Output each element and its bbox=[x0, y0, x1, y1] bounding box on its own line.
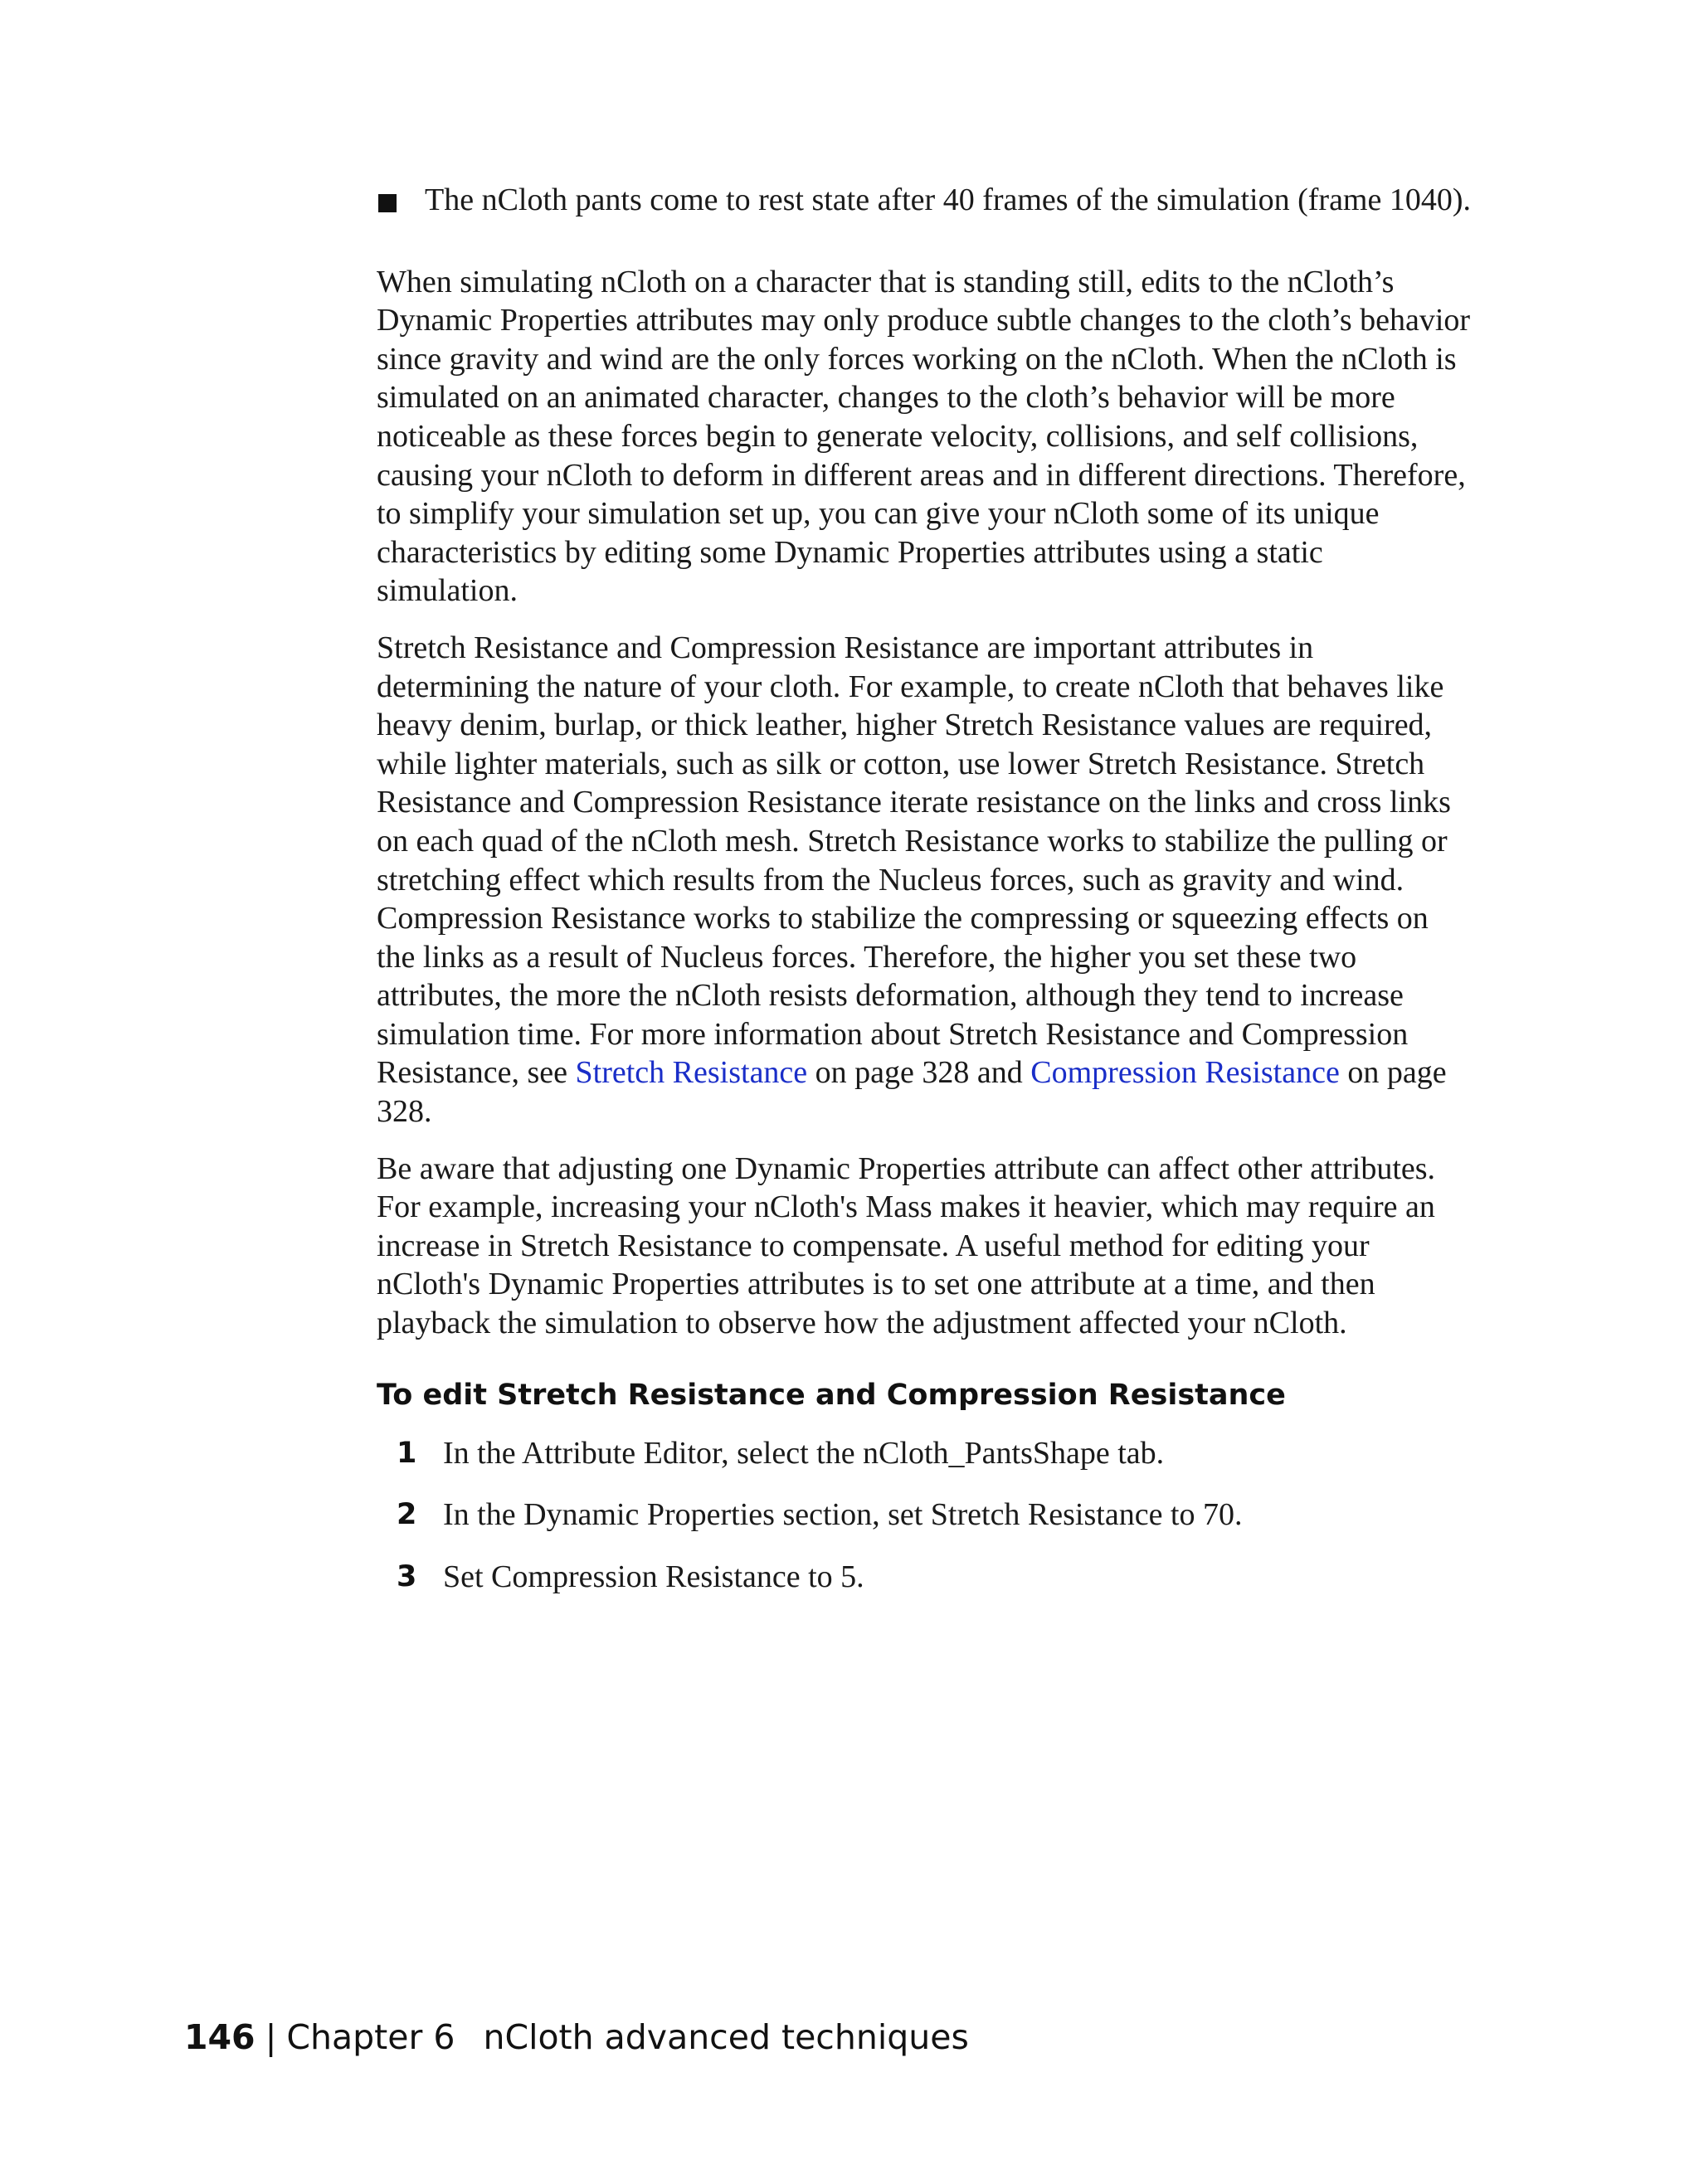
paragraph-text: on page 328 and bbox=[807, 1055, 1031, 1091]
paragraph-stretch-compression bbox=[377, 629, 1472, 1131]
step-text: In the Dynamic Properties section, set Stretch Resistance to 70. bbox=[443, 1497, 1243, 1533]
bullet-item bbox=[377, 181, 1472, 220]
page-content bbox=[377, 181, 1472, 1619]
paragraph-static-simulation: When simulating nCloth on a character that is standing still, edits to the nCloth’s Dynamic Properties attributes may only produce subtle changes to the cloth’s behavior since gravity and wind are the only forces working on the nCloth. When the nCloth is simulated on an animated character, changes to the cloth’s behavior will be more noticeable as these forces begin to generate velocity, collisions, and self collisions, causing your nCloth to deform in different areas and in different directions. Therefore, to simplify your simulation set up, you can give your nCloth some of its unique characteristics by editing some Dynamic Properties attributes using a static simulation. bbox=[377, 264, 1471, 609]
paragraph-text: Stretch Resistance and Compression Resistance are important attributes in determining the nature of your cloth. For example, to create nCloth that behaves like heavy denim, burlap, or thick leather, higher Stretch Resistance values are required, while lighter materials, such as silk or cotton, use lower Stretch Resistance. Stretch Resistance and Compression Resistance iterate resistance on the links and cross links on each quad of the nCloth mesh. Stretch Resistance works to stabilize the pulling or stretching effect which results from the Nucleus forces, such as gravity and wind. Compression Resistance works to stabilize the compressing or squeezing effects on the links as a result of Nucleus forces. Therefore, the higher you set these two attributes, the more the nCloth resists deformation, although they tend to increase simulation time. For more information about Stretch Resistance and Compression Resistance, see bbox=[377, 630, 1451, 1091]
procedure-step bbox=[377, 1434, 1472, 1473]
paragraph-adjusting-attributes: Be aware that adjusting one Dynamic Properties attribute can affect other attributes. For example, increasing your nCloth's Mass makes it heavier, which may require an increase in Stretch Resistance to compensate. A useful method for editing your nCloth's Dynamic Properties attributes is to set one attribute at a time, and then playback the simulation to observe how the adjustment affected your nCloth. bbox=[377, 1150, 1436, 1341]
step-text: In the Attribute Editor, select the nCloth_PantsShape tab. bbox=[443, 1435, 1165, 1471]
link-stretch-resistance[interactable]: Stretch Resistance bbox=[575, 1055, 808, 1091]
step-number: 2 bbox=[397, 1498, 417, 1532]
procedure-heading: To edit Stretch Resistance and Compression Resistance bbox=[377, 1378, 1286, 1412]
paragraph-text: on page 328. bbox=[377, 1055, 1447, 1130]
step-text: Set Compression Resistance to 5. bbox=[443, 1559, 864, 1594]
step-number: 3 bbox=[397, 1559, 417, 1593]
square-bullet-icon bbox=[378, 194, 397, 212]
procedure-step bbox=[377, 1496, 1472, 1535]
bullet-text: The nCloth pants come to rest state after 40 frames of the simulation (frame 1040). bbox=[425, 182, 1472, 217]
footer-separator: | bbox=[265, 2017, 277, 2057]
chapter-label: Chapter 6 bbox=[286, 2017, 455, 2057]
page-number: 146 bbox=[184, 2017, 256, 2057]
link-compression-resistance[interactable]: Compression Resistance bbox=[1030, 1055, 1340, 1091]
page-footer bbox=[184, 2014, 969, 2060]
procedure-step bbox=[377, 1558, 1472, 1597]
chapter-title: nCloth advanced techniques bbox=[483, 2017, 969, 2057]
step-number: 1 bbox=[397, 1436, 417, 1470]
